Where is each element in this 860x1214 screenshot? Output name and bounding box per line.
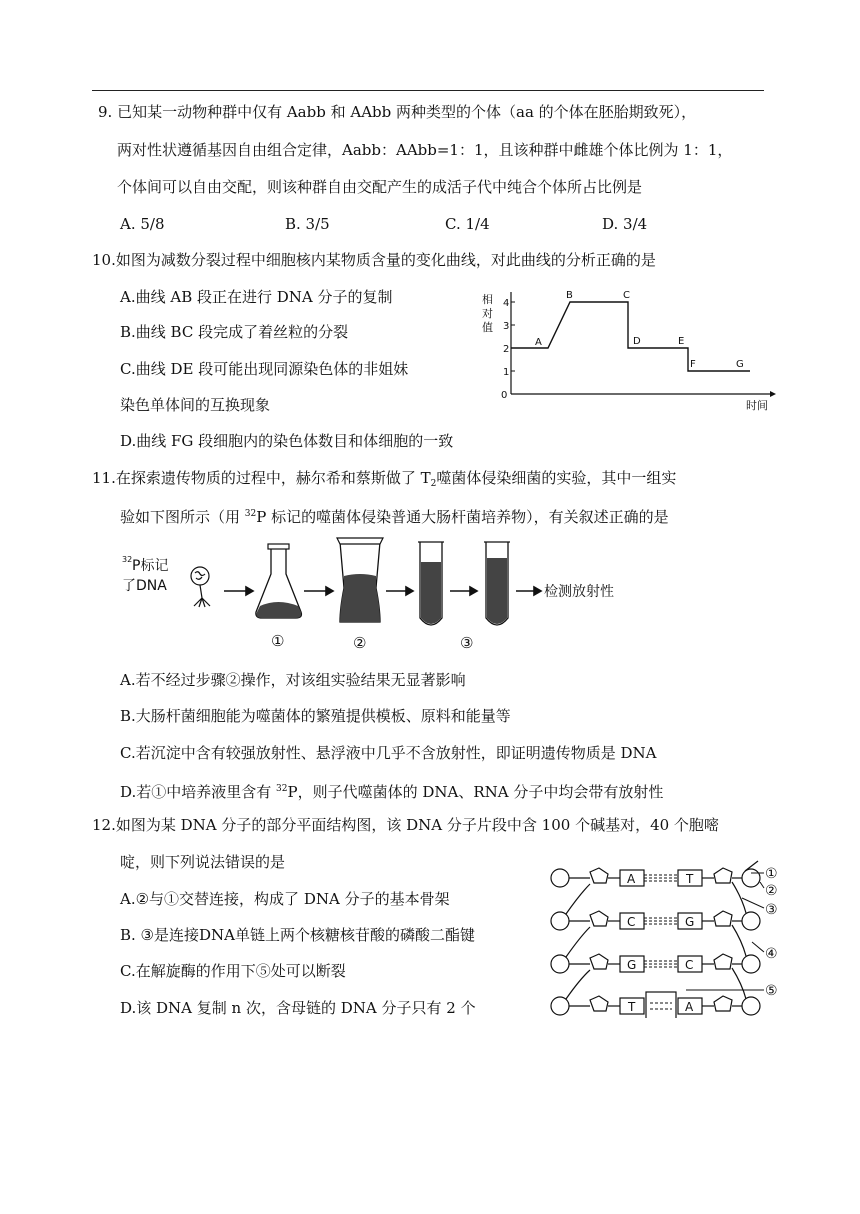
graph-point-c: C xyxy=(623,290,630,301)
q10-option-c-line1[interactable]: C.曲线 DE 段可能出现同源染色体的非姐妹 xyxy=(120,360,409,378)
q11-experiment-figure xyxy=(118,536,638,654)
graph-xlabel: 时间 xyxy=(746,399,768,412)
q9-option-d[interactable]: D. 3/4 xyxy=(602,215,648,233)
q12-option-d[interactable]: D.该 DNA 复制 n 次，含母链的 DNA 分子只有 2 个 xyxy=(120,999,476,1017)
q9-line2: 两对性状遵循基因自由组合定律，Aabb：AAbb=1：1，且该种群中雌雄个体比例为 1：1， xyxy=(117,141,733,159)
graph-point-d: D xyxy=(633,336,641,347)
flask-icon xyxy=(256,544,302,618)
dna-label-3: ③ xyxy=(765,902,778,918)
dna-label-4: ④ xyxy=(765,946,778,962)
q11-option-b[interactable]: B.大肠杆菌细胞能为噬菌体的繁殖提供模板、原料和能量等 xyxy=(120,707,511,725)
q11-option-d[interactable]: D.若①中培养液里含有 $^{32}$P，则子代噬菌体的 DNA、RNA 分子中均会带有放射性 xyxy=(120,783,664,801)
graph-ytick-3: 3 xyxy=(503,321,510,332)
graph-point-b: B xyxy=(566,290,573,301)
graph-point-e: E xyxy=(678,336,685,347)
q10-option-a[interactable]: A.曲线 AB 段正在进行 DNA 分子的复制 xyxy=(120,288,393,306)
dna-left-base-4: T xyxy=(628,1000,636,1014)
graph-ylabel-1: 相 xyxy=(482,293,493,306)
q12-line1: 12.如图为某 DNA 分子的部分平面结构图，该 DNA 分子片段中含 100 个碱基对，40 个胞嘧 xyxy=(92,816,719,834)
q9-line3: 个体间可以自由交配，则该种群自由交配产生的成活子代中纯合个体所占比例是 xyxy=(117,178,643,196)
dna-right-base-1: T xyxy=(686,872,694,886)
header-rule xyxy=(92,90,764,91)
q11-line2: 验如下图所示（用 $^{32}$P 标记的噬菌体侵染普通大肠杆菌培养物），有关叙述正确的是 xyxy=(120,508,669,526)
graph-ytick-4: 4 xyxy=(503,298,510,309)
graph-point-g: G xyxy=(736,359,744,370)
dna-label-2: ② xyxy=(765,883,778,899)
dna-right-base-4: A xyxy=(685,1000,694,1014)
q12-option-a[interactable]: A.②与①交替连接，构成了 DNA 分子的基本骨架 xyxy=(120,890,450,908)
figure-step-3: ③ xyxy=(460,634,474,652)
graph-ytick-2: 2 xyxy=(503,344,510,355)
figure-label-line2: 了DNA xyxy=(122,578,167,594)
q9-option-b[interactable]: B. 3/5 xyxy=(285,215,330,233)
q12-option-b[interactable]: B. ③是连接DNA单链上两个核糖核苷酸的磷酸二酯键 xyxy=(120,926,475,944)
figure-label-sup: 32 xyxy=(122,555,133,564)
q9-line1: 9. 已知某一动物种群中仅有 Aabb 和 AAbb 两种类型的个体（aa 的个体在胚胎期致死）， xyxy=(98,103,697,121)
dna-label-1: ① xyxy=(765,866,778,882)
graph-point-a: A xyxy=(535,337,542,348)
dna-left-base-1: A xyxy=(627,872,636,886)
q11-option-a[interactable]: A.若不经过步骤②操作，对该组实验结果无显著影响 xyxy=(120,671,466,689)
q9-option-a[interactable]: A. 5/8 xyxy=(120,215,165,233)
q10-option-d[interactable]: D.曲线 FG 段细胞内的染色体数目和体细胞的一致 xyxy=(120,432,454,450)
graph-ylabel-3: 值 xyxy=(482,321,493,334)
q10-option-c-line2[interactable]: 染色单体间的互换现象 xyxy=(120,396,271,414)
graph-point-f: F xyxy=(690,359,696,370)
q12-line2: 啶，则下列说法错误的是 xyxy=(120,853,286,871)
q12-dna-structure-diagram xyxy=(546,858,792,1018)
figure-step-1: ① xyxy=(271,632,285,650)
dna-left-base-2: C xyxy=(627,915,636,929)
graph-curve xyxy=(511,302,750,371)
q12-option-c[interactable]: C.在解旋酶的作用下⑤处可以断裂 xyxy=(120,962,346,980)
graph-ytick-1: 1 xyxy=(503,367,510,378)
q10-option-b[interactable]: B.曲线 BC 段完成了着丝粒的分裂 xyxy=(120,323,349,341)
q10-stem: 10.如图为减数分裂过程中细胞核内某物质含量的变化曲线，对此曲线的分析正确的是 xyxy=(92,251,656,269)
q10-content-graph xyxy=(470,282,780,414)
figure-result-label: 检测放射性 xyxy=(544,584,614,600)
q9-option-c[interactable]: C. 1/4 xyxy=(445,215,490,233)
q11-line1: 11.在探索遗传物质的过程中，赫尔希和蔡斯做了 $T_2$噬菌体侵染细菌的实验，其中一组实 xyxy=(92,469,677,489)
test-tube-icon xyxy=(418,542,444,625)
dna-label-5: ⑤ xyxy=(765,983,778,999)
graph-ytick-0: 0 xyxy=(501,390,508,401)
q11-option-c[interactable]: C.若沉淀中含有较强放射性、悬浮液中几乎不含放射性，即证明遗传物质是 DNA xyxy=(120,744,657,762)
dna-left-base-3: G xyxy=(627,958,637,972)
blender-icon xyxy=(337,538,383,622)
figure-step-2: ② xyxy=(353,634,367,652)
phage-icon xyxy=(191,567,210,607)
dna-right-base-3: C xyxy=(685,958,694,972)
figure-label-line1: P标记 xyxy=(132,558,169,574)
graph-ylabel-2: 对 xyxy=(482,307,493,320)
dna-right-base-2: G xyxy=(685,915,695,929)
test-tube-icon xyxy=(484,542,510,625)
